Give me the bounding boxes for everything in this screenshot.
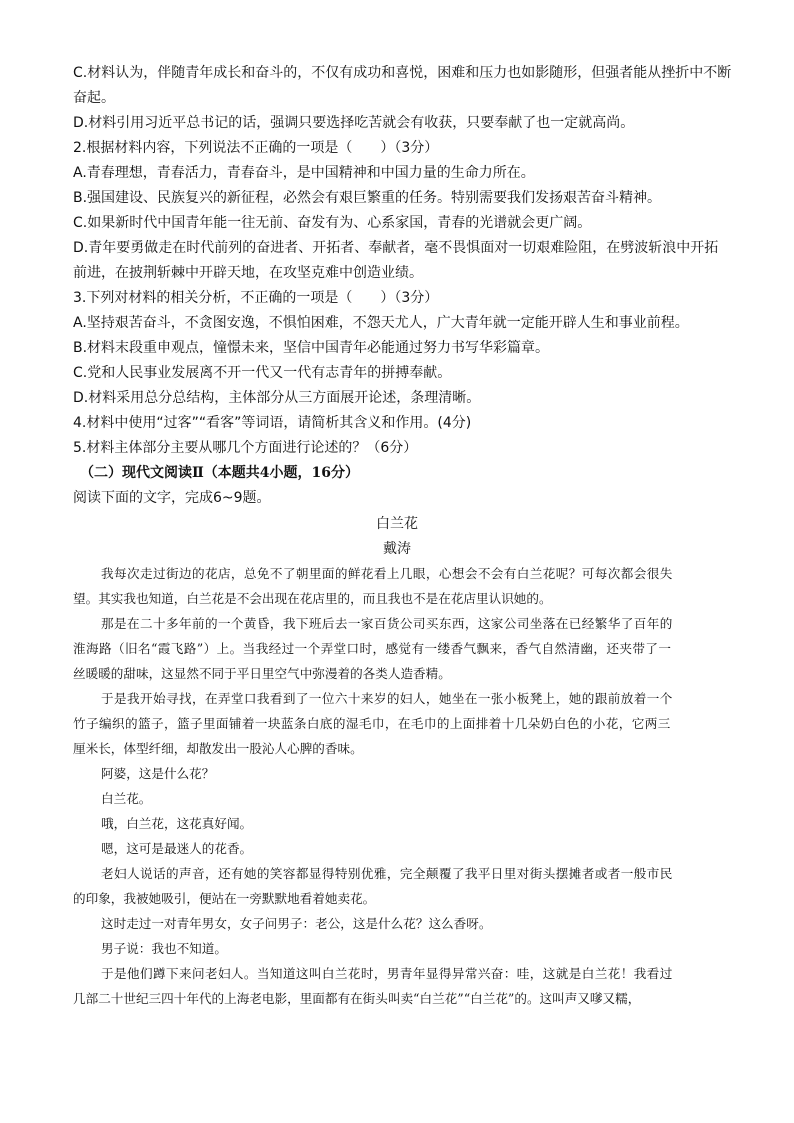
story-line: 淮海路（旧名“霞飞路”）上。当我经过一个弄堂口时，感觉有一缕香气飘来，香气自然清幽，还夹带了一 bbox=[73, 641, 672, 656]
q2-option-d-line1: D.青年要勇做走在时代前列的奋进者、开拓者、奉献者，毫不畏惧面对一切艰难险阻，在劈波斩浪中开拓 bbox=[73, 240, 719, 256]
q1-option-c-line1: C.材料认为，伴随青年成长和奋斗的，不仅有成功和喜悦，困难和压力也如影随形，但强者能从挫折中不断 bbox=[73, 65, 732, 81]
q3-option-b: B.材料末段重申观点，憧憬未来，坚信中国青年必能通过努力书写华彩篇章。 bbox=[73, 340, 550, 356]
story-line: 哦，白兰花，这花真好闻。 bbox=[101, 816, 253, 831]
story-line: 竹子编织的篮子，篮子里面铺着一块蓝条白底的湿毛巾，在毛巾的上面排着十几朵奶白色的小花，它两三 bbox=[73, 716, 671, 731]
q5-question: 5.材料主体部分主要从哪几个方面进行论述的？（6分） bbox=[73, 440, 418, 456]
q4-question: 4.材料中使用“过客”“看客”等词语，请简析其含义和作用。(4分) bbox=[73, 415, 472, 431]
section-heading: （二）现代文阅读Ⅱ（本题共4小题，16分） bbox=[80, 465, 360, 481]
story-line: 白兰花。 bbox=[101, 791, 152, 806]
story-line: 几部二十世纪三四十年代的上海老电影，里面都有在街头叫卖“白兰花”“白兰花”的。这叫声又嗲又糯， bbox=[73, 991, 641, 1006]
story-line: 老妇人说话的声音，还有她的笑容都显得特别优雅，完全颠覆了我平日里对街头摆摊者或者一般市民 bbox=[101, 866, 673, 881]
story-line: 我每次走过街边的花店，总免不了朝里面的鲜花看上几眼，心想会不会有白兰花呢？可每次都会很失 bbox=[101, 566, 673, 581]
story-line: 望。其实我也知道，白兰花是不会出现在花店里的，而且我也不是在花店里认识她的。 bbox=[73, 591, 552, 606]
q1-option-c-line2: 奋起。 bbox=[73, 90, 115, 106]
q2-stem: 2.根据材料内容，下列说法不正确的一项是（ ）（3分） bbox=[73, 140, 439, 156]
q1-option-d: D.材料引用习近平总书记的话，强调只要选择吃苦就会有收获，只要奉献了也一定就高尚。 bbox=[73, 115, 635, 131]
q2-option-d-line2: 前进，在披荆斩棘中开辟天地，在攻坚克难中创造业绩。 bbox=[73, 265, 423, 281]
story-line: 厘米长，体型纤细，却散发出一股沁人心脾的香味。 bbox=[73, 741, 363, 756]
q2-option-a: A.青春理想，青春活力，青春奋斗，是中国精神和中国力量的生命力所在。 bbox=[73, 165, 535, 181]
story-line: 男子说：我也不知道。 bbox=[101, 941, 227, 956]
story-line: 的印象，我被她吸引，便站在一旁默默地看着她卖花。 bbox=[73, 891, 376, 906]
q2-option-c: C.如果新时代中国青年能一往无前、奋发有为、心系家国，青春的光谱就会更广阔。 bbox=[73, 215, 592, 231]
q2-option-b: B.强国建设、民族复兴的新征程，必然会有艰巨繁重的任务。特别需要我们发扬艰苦奋斗精神。 bbox=[73, 190, 662, 206]
q3-stem: 3.下列对材料的相关分析，不正确的一项是（ ）（3分） bbox=[73, 290, 439, 306]
story-title: 白兰花 bbox=[376, 516, 418, 532]
story-line: 于是我开始寻找，在弄堂口我看到了一位六十来岁的妇人，她坐在一张小板凳上，她的跟前放着一个 bbox=[101, 691, 673, 706]
story-line: 丝暖暖的甜味，这显然不同于平日里空气中弥漫着的各类人造香精。 bbox=[73, 666, 451, 681]
story-line: 于是他们蹲下来问老妇人。当知道这叫白兰花时，男青年显得异常兴奋：哇，这就是白兰花！我看过 bbox=[101, 966, 673, 981]
story-line: 嗯，这可是最迷人的花香。 bbox=[101, 841, 253, 856]
q3-option-c: C.党和人民事业发展离不开一代又一代有志青年的拼搏奉献。 bbox=[73, 365, 452, 381]
story-line: 那是在二十多年前的一个黄昏，我下班后去一家百货公司买东西，这家公司坐落在已经繁华了百年的 bbox=[101, 616, 673, 631]
q3-option-a: A.坚持艰苦奋斗，不贪图安逸，不惧怕困难，不怨天尤人，广大青年就一定能开辟人生和事业前程。 bbox=[73, 315, 689, 331]
story-line: 阿婆，这是什么花？ bbox=[101, 766, 215, 781]
story-line: 这时走过一对青年男女，女子问男子：老公，这是什么花？这么香呀。 bbox=[101, 916, 492, 931]
reading-instruction: 阅读下面的文字，完成6~9题。 bbox=[73, 490, 271, 506]
q3-option-d: D.材料采用总分总结构，主体部分从三方面展开论述，条理清晰。 bbox=[73, 390, 481, 406]
story-author: 戴涛 bbox=[383, 541, 411, 557]
